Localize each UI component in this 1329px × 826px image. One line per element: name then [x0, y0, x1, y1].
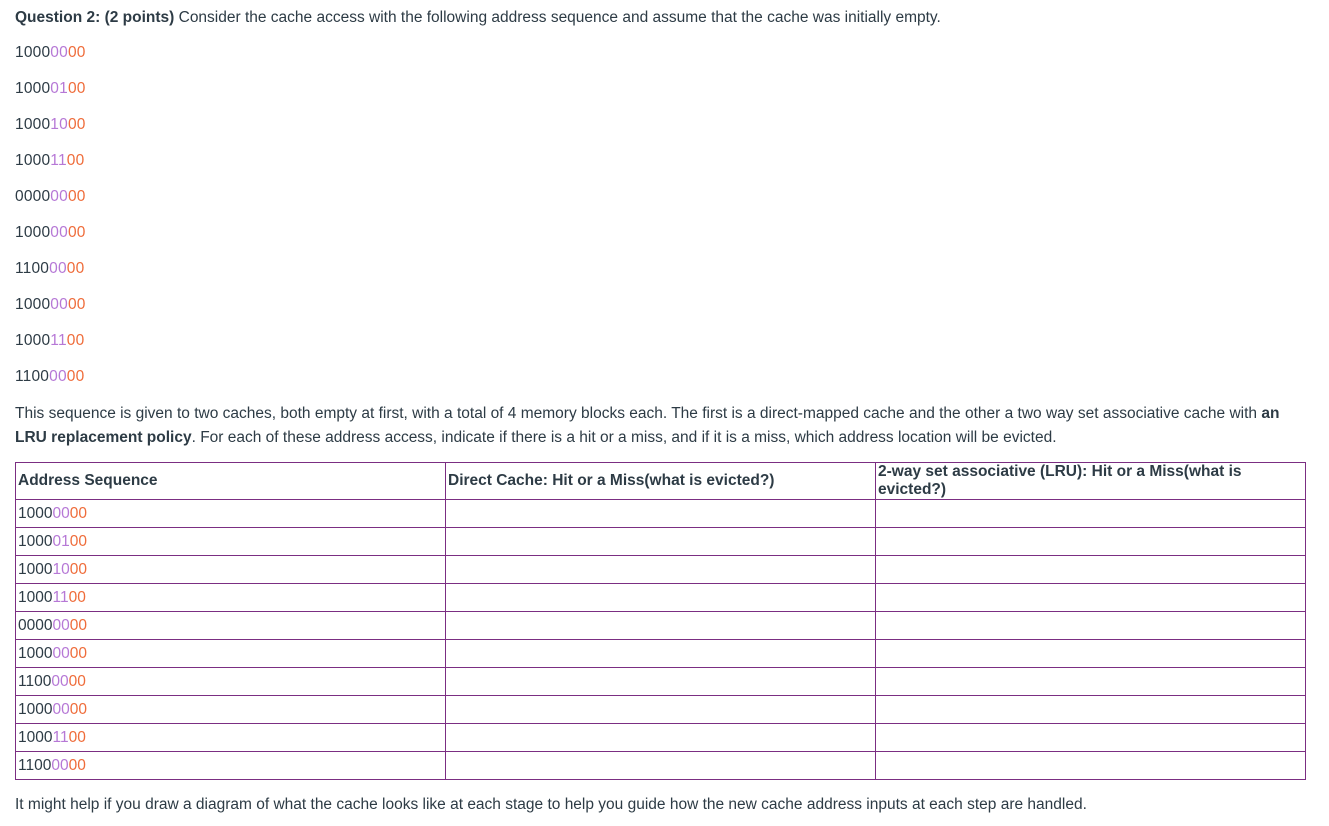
cell-address-tag-bits: 1000 — [18, 644, 53, 662]
cell-address — [16, 752, 446, 780]
cell-address — [16, 584, 446, 612]
cell-address — [16, 668, 446, 696]
address-item — [15, 150, 84, 172]
address-item — [15, 114, 86, 136]
address-offset-bits: 00 — [66, 260, 85, 277]
cell-address-offset-bits: 00 — [69, 616, 87, 634]
address-index-bits: 01 — [50, 80, 68, 97]
cell-address-index-bits: 11 — [52, 588, 69, 606]
cache-table — [15, 462, 1306, 780]
address-tag-bits: 1000 — [15, 332, 51, 349]
address-tag-bits: 1100 — [15, 368, 50, 385]
address-offset-bits: 00 — [67, 44, 86, 61]
address-offset-bits: 00 — [66, 368, 85, 385]
cell-address — [16, 528, 446, 556]
address-item — [15, 258, 84, 280]
description-part1: This sequence is given to two caches, both empty at first, with a total of 4 memory blocks each. The first is a direct-mapped cache and the other a two way set associative cache with — [15, 405, 1262, 422]
cell-address-offset-bits: 00 — [69, 532, 87, 550]
address-index-bits: 00 — [49, 368, 67, 385]
footer-hint: It might help if you draw a diagram of what the cache looks like at each stage to help you guide how the new cache address inputs at each step are handled. — [15, 796, 1087, 813]
address-offset-bits: 00 — [66, 152, 85, 169]
cell-address-index-bits: 00 — [52, 616, 70, 634]
table-row — [16, 500, 1306, 528]
address-item — [15, 42, 86, 64]
address-item — [15, 366, 84, 388]
cell-address-offset-bits: 00 — [68, 672, 86, 690]
cell-2way-lru — [876, 556, 1306, 584]
cell-address-offset-bits: 00 — [68, 588, 86, 606]
cell-2way-lru — [876, 640, 1306, 668]
cell-address — [16, 556, 446, 584]
address-offset-bits: 00 — [67, 80, 86, 97]
table-row — [16, 752, 1306, 780]
address-item — [15, 330, 84, 352]
address-index-bits: 00 — [50, 188, 68, 205]
address-tag-bits: 1000 — [15, 44, 51, 61]
address-index-bits: 00 — [50, 44, 68, 61]
cell-address-index-bits: 10 — [52, 560, 70, 578]
cell-address-index-bits: 11 — [52, 728, 69, 746]
cell-address-tag-bits: 1000 — [18, 728, 53, 746]
cell-2way-lru — [876, 528, 1306, 556]
cell-direct-cache — [446, 500, 876, 528]
table-body — [16, 500, 1306, 780]
cell-address-offset-bits: 00 — [69, 700, 87, 718]
address-tag-bits: 1000 — [15, 80, 51, 97]
cell-address-offset-bits: 00 — [69, 560, 87, 578]
cell-direct-cache — [446, 696, 876, 724]
cell-address — [16, 500, 446, 528]
cell-address-index-bits: 00 — [51, 756, 69, 774]
cell-address-tag-bits: 1000 — [18, 504, 53, 522]
cell-address-index-bits: 00 — [51, 672, 69, 690]
address-item — [15, 222, 86, 244]
cell-2way-lru — [876, 696, 1306, 724]
cell-direct-cache — [446, 752, 876, 780]
cell-direct-cache — [446, 724, 876, 752]
cell-address-index-bits: 00 — [52, 644, 70, 662]
cell-address-index-bits: 00 — [52, 700, 70, 718]
cell-direct-cache — [446, 528, 876, 556]
cell-direct-cache — [446, 612, 876, 640]
question-label: Question 2: (2 points) — [15, 9, 175, 26]
cell-address-offset-bits: 00 — [68, 756, 86, 774]
address-tag-bits: 1100 — [15, 260, 50, 277]
table-row — [16, 556, 1306, 584]
cell-2way-lru — [876, 500, 1306, 528]
table-row — [16, 584, 1306, 612]
description-bold: an LRU replacement policy — [15, 405, 1280, 446]
question-heading — [15, 7, 941, 29]
cell-address-offset-bits: 00 — [69, 504, 87, 522]
cell-direct-cache — [446, 668, 876, 696]
address-item — [15, 294, 86, 316]
address-offset-bits: 00 — [67, 188, 86, 205]
table-row — [16, 612, 1306, 640]
cell-2way-lru — [876, 752, 1306, 780]
header-address-sequence: Address Sequence — [16, 463, 446, 500]
cell-address-tag-bits: 1100 — [18, 756, 52, 774]
cell-direct-cache — [446, 584, 876, 612]
cell-direct-cache — [446, 556, 876, 584]
table-row — [16, 640, 1306, 668]
cell-2way-lru — [876, 668, 1306, 696]
address-item — [15, 186, 86, 208]
address-tag-bits: 0000 — [15, 188, 51, 205]
address-index-bits: 00 — [50, 224, 68, 241]
address-offset-bits: 00 — [66, 332, 85, 349]
question-text: Consider the cache access with the following address sequence and assume that the cache was initially empty. — [174, 9, 941, 26]
cell-address — [16, 640, 446, 668]
cell-address-index-bits: 01 — [52, 532, 70, 550]
address-index-bits: 11 — [50, 152, 67, 169]
address-index-bits: 11 — [50, 332, 67, 349]
header-direct-cache: Direct Cache: Hit or a Miss(what is evicted?) — [446, 463, 876, 500]
table-row — [16, 724, 1306, 752]
cell-address-index-bits: 00 — [52, 504, 70, 522]
cell-address-tag-bits: 1000 — [18, 532, 53, 550]
cell-direct-cache — [446, 640, 876, 668]
cell-address-tag-bits: 1100 — [18, 672, 52, 690]
table-row — [16, 696, 1306, 724]
address-offset-bits: 00 — [67, 116, 86, 133]
table-row — [16, 668, 1306, 696]
cell-address-offset-bits: 00 — [68, 728, 86, 746]
cell-2way-lru — [876, 612, 1306, 640]
cell-address-tag-bits: 1000 — [18, 700, 53, 718]
table-header-row — [16, 463, 1306, 500]
address-tag-bits: 1000 — [15, 116, 51, 133]
address-tag-bits: 1000 — [15, 224, 51, 241]
address-item — [15, 78, 86, 100]
cell-address — [16, 724, 446, 752]
cell-2way-lru — [876, 724, 1306, 752]
description-paragraph — [15, 402, 1315, 450]
description-part2: . For each of these address access, indicate if there is a hit or a miss, and if it is a miss, which address location will be evicted. — [191, 429, 1057, 446]
cell-address — [16, 696, 446, 724]
header-2way-lru: 2-way set associative (LRU): Hit or a Miss(what is evicted?) — [876, 463, 1306, 500]
cell-address-tag-bits: 1000 — [18, 588, 53, 606]
address-tag-bits: 1000 — [15, 152, 51, 169]
address-tag-bits: 1000 — [15, 296, 51, 313]
cell-address — [16, 612, 446, 640]
address-index-bits: 00 — [50, 296, 68, 313]
address-index-bits: 00 — [49, 260, 67, 277]
address-offset-bits: 00 — [67, 296, 86, 313]
address-offset-bits: 00 — [67, 224, 86, 241]
address-index-bits: 10 — [50, 116, 68, 133]
table-row — [16, 528, 1306, 556]
cell-address-offset-bits: 00 — [69, 644, 87, 662]
cell-address-tag-bits: 1000 — [18, 560, 53, 578]
cell-2way-lru — [876, 584, 1306, 612]
cell-address-tag-bits: 0000 — [18, 616, 53, 634]
